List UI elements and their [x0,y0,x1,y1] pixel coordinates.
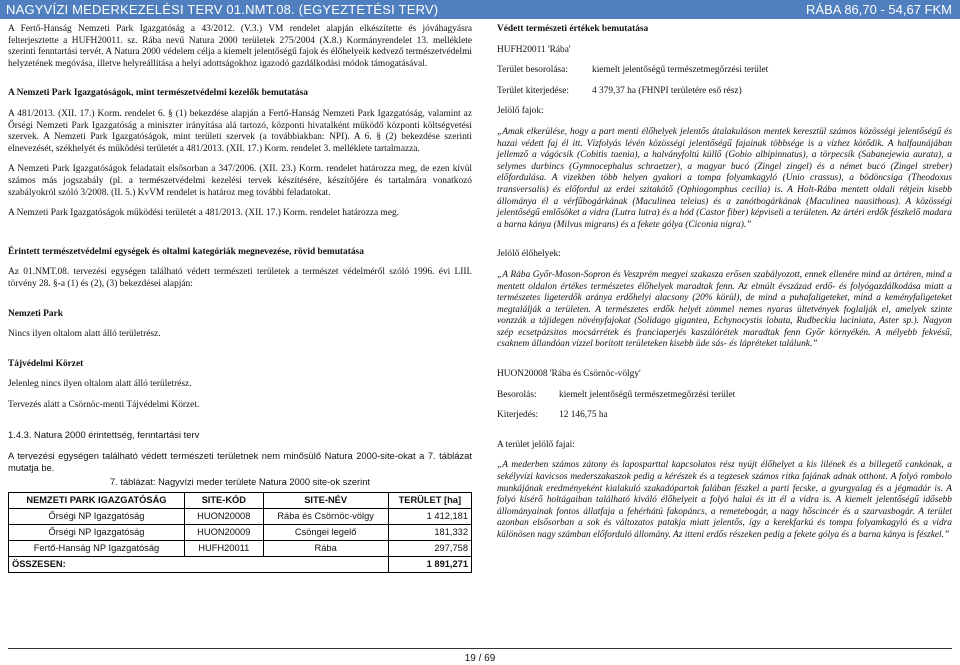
table-cell: Rába [263,540,388,556]
table-cell: HUFH20011 [184,540,263,556]
table-cell: 297,758 [388,540,471,556]
table-cell: HUON20008 [184,508,263,524]
species-text: „Amak elkerülése, hogy a part menti élőhelyek jelentős átalakuláson mentek keresztül számos közösségi jelentőségű és hazai védett faj él itt. Vízfolyás lévén közösségi jelentőségű fajainak többsége is a vízhez kötődik. A halfaunájában jellemző a vágócsík (Cobitis taenia), a halványfoltú küllő (Gobio albipinnatus), a törpecsík (Sabanejewia aurata), a selymes durbincs (Gymnocephalus schraetzer), a magyar bucó (Zingel zingel) és a német bucó (Zingel streber) előfordulása. A vizekben több helyen gyakori a tompa folyamkagyló (Unio crassus), a bödöncsiga (Theodoxus transversalis) és előfordul az erdei szitakötő (Ophiogomphus cecilia) is. A Holt-Rába mentett oldali rétjein kisebb állománya él a vérfűbogárkának (Maculinea teleius) és a zanótbogárkának (Maculinea nausithous). A közösségi jelentőségű emlősöket a vidra (Lutra lutra) és a hód (Castor fiber) képviseli a területen. Az ártéri erdők fészkelő madara a barna kánya (Milvus migrans) és a fekete gólya (Ciconia nigra).” [497,126,952,230]
national-park-text: Nincs ilyen oltalom alatt álló területrész. [8,329,161,340]
site2-name: HUON20008 'Rába és Csörnöc-völgy' [497,369,641,380]
np-paragraph-3: A Nemzeti Park Igazgatóságok működési területét a 481/2013. (XII. 17.) Korm. rendelet határozza meg. [8,208,400,219]
site1-area: Terület kiterjedése: 4 379,37 ha (FHNPI területére eső rész) [497,85,742,96]
site2-type: Besorolás: kiemelt jelentőségű természetmegőrzési terület [497,389,736,400]
affected-paragraph: Az 01.NMT.08. tervezési egységen található védett természeti területek a természet védelméről szóló 1996. évi LIII. törvény 28. §-a (1) és (2), (3) bekezdései alapján: [8,267,472,289]
table-header: SITE-NÉV [263,492,388,508]
affected-heading: Érintett természetvédelmi egységek és oltalmi kategóriák megnevezése, rövid bemutatása [8,246,364,257]
values-heading: Védett természeti értékek bemutatása [497,24,649,34]
site2-area: Kiterjedés: 12 146,75 ha [497,410,608,421]
intro-paragraph: A Fertő-Hanság Nemzeti Park Igazgatóság a 43/2012. (V.3.) VM rendelet alapján elkészítette és jóváhagyásra felterjesztette a HUFH20011. sz. Rába nevű Natura 2000 területek 275/2004 (X.8.) Kormányrendelet 13. melléklete szerinti fenntartási tervét. A Natura 2000 védelem célja a kiemelt jelentőségű fajok és élőhelyeik kedvező természetvédelmi helyzetének megóvása, illetve helyreállítása a helyi adottságokhoz igazodó gazdálkodási módok támogatásával. [8,24,472,69]
table-total-row [9,556,472,572]
table-cell: HUON20009 [184,524,263,540]
np-paragraph-2: A Nemzeti Park Igazgatóságok feladatait elsősorban a 347/2006. (XII. 23.) Korm. rendelet határozza meg, de ezen kívül számos más jogszabály (pl. a természetvédelmi kezelési tervek készítésére, készítőjére és tartalmára vonatkozó szabályokról szóló 3/2008. (II. 5.) KvVM rendelet is határoz meg további feladatokat. [8,164,472,198]
landscape-area-text-2: Tervezés alatt a Csörnöc-menti Tájvédelmi Körzet. [8,399,200,410]
table-caption: 7. táblázat: Nagyvízi meder területe Natura 2000 site-ok szerint [110,477,370,488]
page-number: 19 / 69 [464,653,496,664]
right-column [497,24,952,542]
section-range: RÁBA 86,70 - 54,67 FKM [806,2,952,17]
table-cell: Őrségi NP Igazgatóság [9,508,185,524]
footer-divider [8,648,952,649]
table-total-label: ÖSSZESEN: [9,556,389,572]
table-row [9,540,472,556]
section-heading: 1.4.3. Natura 2000 érintettség, fenntartási terv [8,429,200,441]
table-cell: Rába és Csörnöc-völgy [263,508,388,524]
document-title: NAGYVÍZI MEDERKEZELÉSI TERV 01.NMT.08. (EGYEZTETÉSI TERV) [6,2,439,17]
habitats-text: „A Rába Győr-Moson-Sopron és Veszprém megyei szakasza erősen szabályozott, ennek ellenére mind az ártéren, mind a mentett oldalon értékes természetes élőhelyek maradtak fenn. Az elmúlt évszázad erdő- és folyógazdálkodása miatt a természetes ligeterdők aránya erdőhelyi alacsony (20% körül), de mind a puhafaligeteket, mind a keményfaligeteket megtalálják a területen. A természetes erdők helyét zömmel nemes nyaras ültetvények foglalják el, amelyek szinte vonzzák a tájidegen növényfajokat (Solidago gigantea, Echynocystis lobata, Rudbeckia laciniata, Aster sp.). Nagyon szép ecsetpázsitos mocsárrétek és franciaperjés kaszálórétek maradtak fenn Győr környékén. A mélyebb fekvésű, csaknem állandóan vízzel borított területeken kisebb üde sás- és lápréteket találunk.” [497,269,952,350]
national-park-title: Nemzeti Park [8,308,63,319]
np-paragraph-1: A 481/2013. (XII. 17.) Korm. rendelet 6. § (1) bekezdése alapján a Fertő-Hanság Nemzeti Park Igazgatóság, valamint az Őrségi Nemzeti Park Igazgatóság a miniszter irányítása alá tartozó, központi hivatalként működő központi költségvetési szervek. A Nemzeti Park Igazgatóságok, mint területi szervek (a továbbiakban: NPI). A 6. § (2) bekezdése szerinti elnevezését, székhelyét és működési területét a 481/2013. (XII. 17.) Korm. rendelet 3. melléklete tartalmazza. [8,108,472,154]
table-cell: Fertő-Hanság NP Igazgatóság [9,540,185,556]
table-header: NEMZETI PARK IGAZGATÓSÁG [9,492,185,508]
site1-type: Terület besorolása: kiemelt jelentőségű természetmegőrzési terület [497,65,769,76]
np-heading: A Nemzeti Park Igazgatóságok, mint természetvédelmi kezelők bemutatása [8,88,308,99]
table-row [9,524,472,540]
habitats-label: Jelölő élőhelyek: [497,249,561,260]
left-column [8,24,472,573]
table-header: SITE-KÓD [184,492,263,508]
table-cell: 181,332 [388,524,471,540]
header-bar [0,0,960,19]
landscape-area-text-1: Jelenleg nincs ilyen oltalom alatt álló területrész. [8,379,192,390]
table-header-row [9,492,472,508]
species-label: Jelölő fajok: [497,106,544,117]
table-cell: 1 412,181 [388,508,471,524]
section-paragraph: A tervezési egységen található védett természeti területnek nem minősülő Natura 2000-site-okat a 7. táblázat mutatja be. [8,450,472,473]
natura-sites-table [8,492,472,573]
site1-name: HUFH20011 'Rába' [497,44,571,55]
landscape-area-title: Tájvédelmi Körzet [8,358,84,369]
region-text: „A mederben számos zátony és laposparttal kapcsolatos rész nyújt élőhelyet a kis lilének és a billegető cankónak, a sekélyvízi kavicsos mederszakaszok pedig a kérészek és a tegzesek számos ritka fajának adnak otthont. A folyó rombolo munkájának eredményeként kialakuló szakadópartok falában fészkel a parti fecske, a gyurgyalag és a jégmadár is. A folyó kísérő holtágaiban található kiváló élőhelyeit a folyó halai és itt él a vidra is. A kiemelt jelentőségű idősebb állományainak fontos állatfaja a fehérhátú fakopáncs, a remetebogár, a nagy hőscincér és a szarvasbogár. A terület azonban elsősorban a sok és változatos patakja miatt jelentős, így a kerekfarkú és tompa folyamkagyló és a vidra különösen nagy számban előforduló állomány. Az itteni erdős részeken pedig a fekete gólya és a barna kánya is fészkel.” [497,460,952,540]
table-row [9,508,472,524]
table-cell: Őrségi NP Igazgatóság [9,524,185,540]
table-total-value: 1 891,271 [388,556,471,572]
region-label: A terület jelölő fajai: [497,439,575,450]
table-header: TERÜLET [ha] [388,492,471,508]
table-cell: Csöngei legelő [263,524,388,540]
